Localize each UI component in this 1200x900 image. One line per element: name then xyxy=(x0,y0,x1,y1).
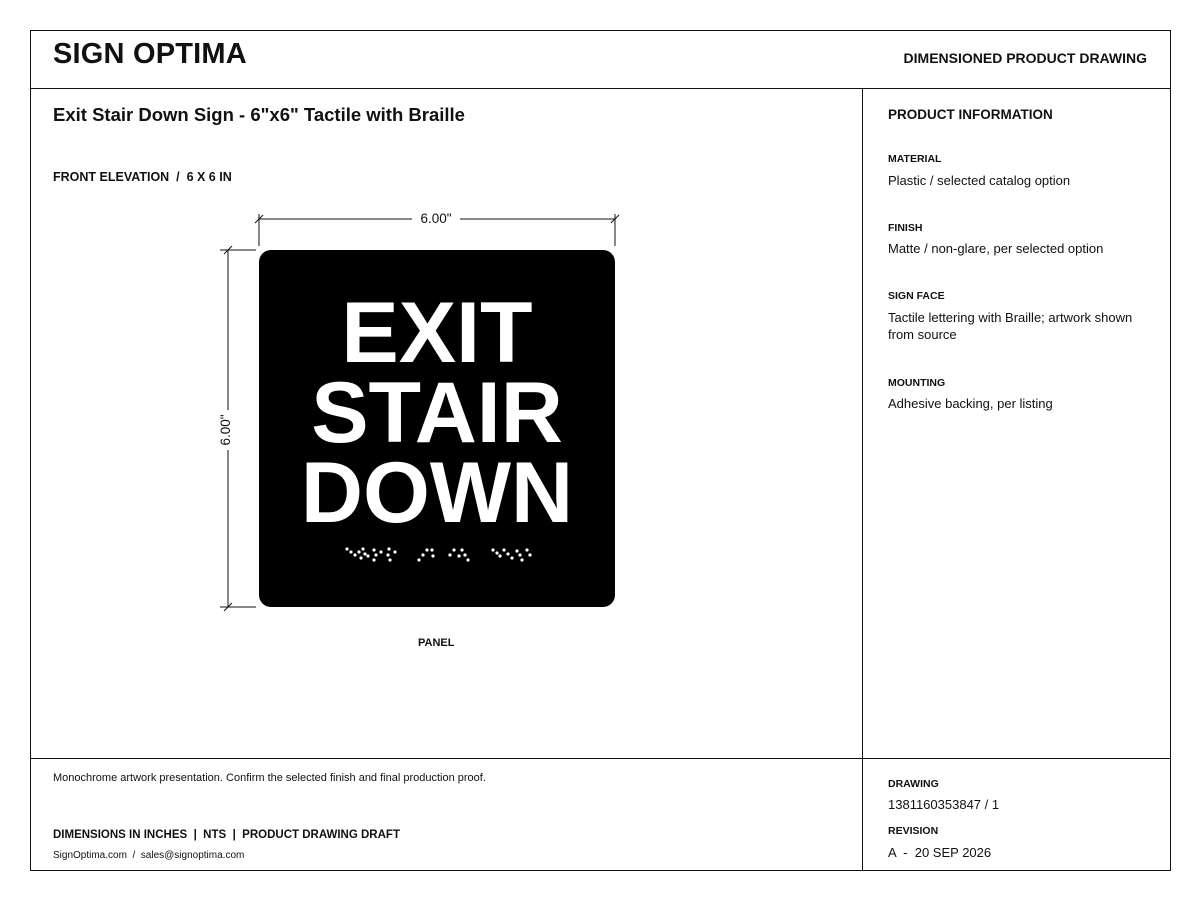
braille-dot xyxy=(363,552,366,555)
braille-dot xyxy=(525,548,528,551)
revision-label: REVISION xyxy=(888,825,939,837)
braille-dot xyxy=(345,547,348,550)
braille-dot xyxy=(431,554,434,557)
height-dimension xyxy=(218,246,256,611)
braille-dot xyxy=(353,553,356,556)
braille-dot xyxy=(460,548,463,551)
braille-dot xyxy=(379,550,382,553)
material-value: Plastic / selected catalog option xyxy=(888,173,1071,188)
braille-dot xyxy=(393,550,396,553)
panel-caption: PANEL xyxy=(418,637,455,649)
braille-dot xyxy=(387,547,390,550)
braille-dot xyxy=(510,556,513,559)
footer-divider xyxy=(30,758,1171,759)
sign-text-line-3: DOWN xyxy=(300,445,574,541)
braille-dot xyxy=(386,553,389,556)
mounting-label: MOUNTING xyxy=(888,377,946,389)
braille-dot xyxy=(491,548,494,551)
height-dimension-label: 6.00" xyxy=(218,414,233,446)
braille-dot xyxy=(495,551,498,554)
braille-dot xyxy=(466,558,469,561)
braille-dot xyxy=(502,548,505,551)
header-divider xyxy=(30,88,1171,89)
width-dimension xyxy=(255,211,619,246)
document-type: DIMENSIONED PRODUCT DRAWING xyxy=(903,50,1147,66)
braille-dot xyxy=(430,548,433,551)
braille-dot xyxy=(417,558,420,561)
product-info-heading: PRODUCT INFORMATION xyxy=(888,107,1053,122)
brand-name: SIGN OPTIMA xyxy=(53,38,247,70)
material-label: MATERIAL xyxy=(888,153,942,165)
braille-dot xyxy=(366,554,369,557)
footer-note: Monochrome artwork presentation. Confirm the selected finish and final production proof. xyxy=(53,772,486,784)
drawing-number: 1381160353847 / 1 xyxy=(888,797,1000,812)
braille-dot xyxy=(452,548,455,551)
footer-dimensions: DIMENSIONS IN INCHES | NTS | PRODUCT DRAWING DRAFT xyxy=(53,829,400,841)
sign-face-label: SIGN FACE xyxy=(888,290,945,302)
braille-dot xyxy=(515,549,518,552)
braille-dot xyxy=(361,547,364,550)
sign-face-value: Tactile lettering with Braille; artwork shown from source xyxy=(888,310,1133,342)
braille-dot xyxy=(349,550,352,553)
braille-dot xyxy=(421,553,424,556)
finish-value: Matte / non-glare, per selected option xyxy=(888,241,1104,256)
sign-text-line-2: STAIR xyxy=(311,365,563,461)
footer-contact: SignOptima.com / sales@signoptima.com xyxy=(53,850,245,861)
braille-dot xyxy=(372,548,375,551)
braille-dot xyxy=(518,553,521,556)
braille-dot xyxy=(374,553,377,556)
drawing-label: DRAWING xyxy=(888,778,939,790)
product-title: Exit Stair Down Sign - 6"x6" Tactile with Braille xyxy=(53,104,465,125)
sign-drawing xyxy=(200,200,620,620)
braille-dot xyxy=(520,558,523,561)
column-divider xyxy=(862,88,863,871)
braille-dot xyxy=(425,548,428,551)
braille-dot xyxy=(463,553,466,556)
braille-dot xyxy=(388,558,391,561)
braille-dot xyxy=(372,558,375,561)
braille-dot xyxy=(359,556,362,559)
braille-dot xyxy=(457,554,460,557)
braille-dot xyxy=(528,553,531,556)
elevation-label: FRONT ELEVATION / 6 X 6 IN xyxy=(53,170,232,184)
mounting-value: Adhesive backing, per listing xyxy=(888,396,1053,411)
braille-dot xyxy=(357,550,360,553)
braille-dot xyxy=(506,552,509,555)
revision-value: A - 20 SEP 2026 xyxy=(888,845,992,860)
sign-text-line-1: EXIT xyxy=(341,285,533,381)
finish-label: FINISH xyxy=(888,222,923,234)
braille-dot xyxy=(498,554,501,557)
width-dimension-label: 6.00" xyxy=(420,211,452,226)
braille-dot xyxy=(448,553,451,556)
